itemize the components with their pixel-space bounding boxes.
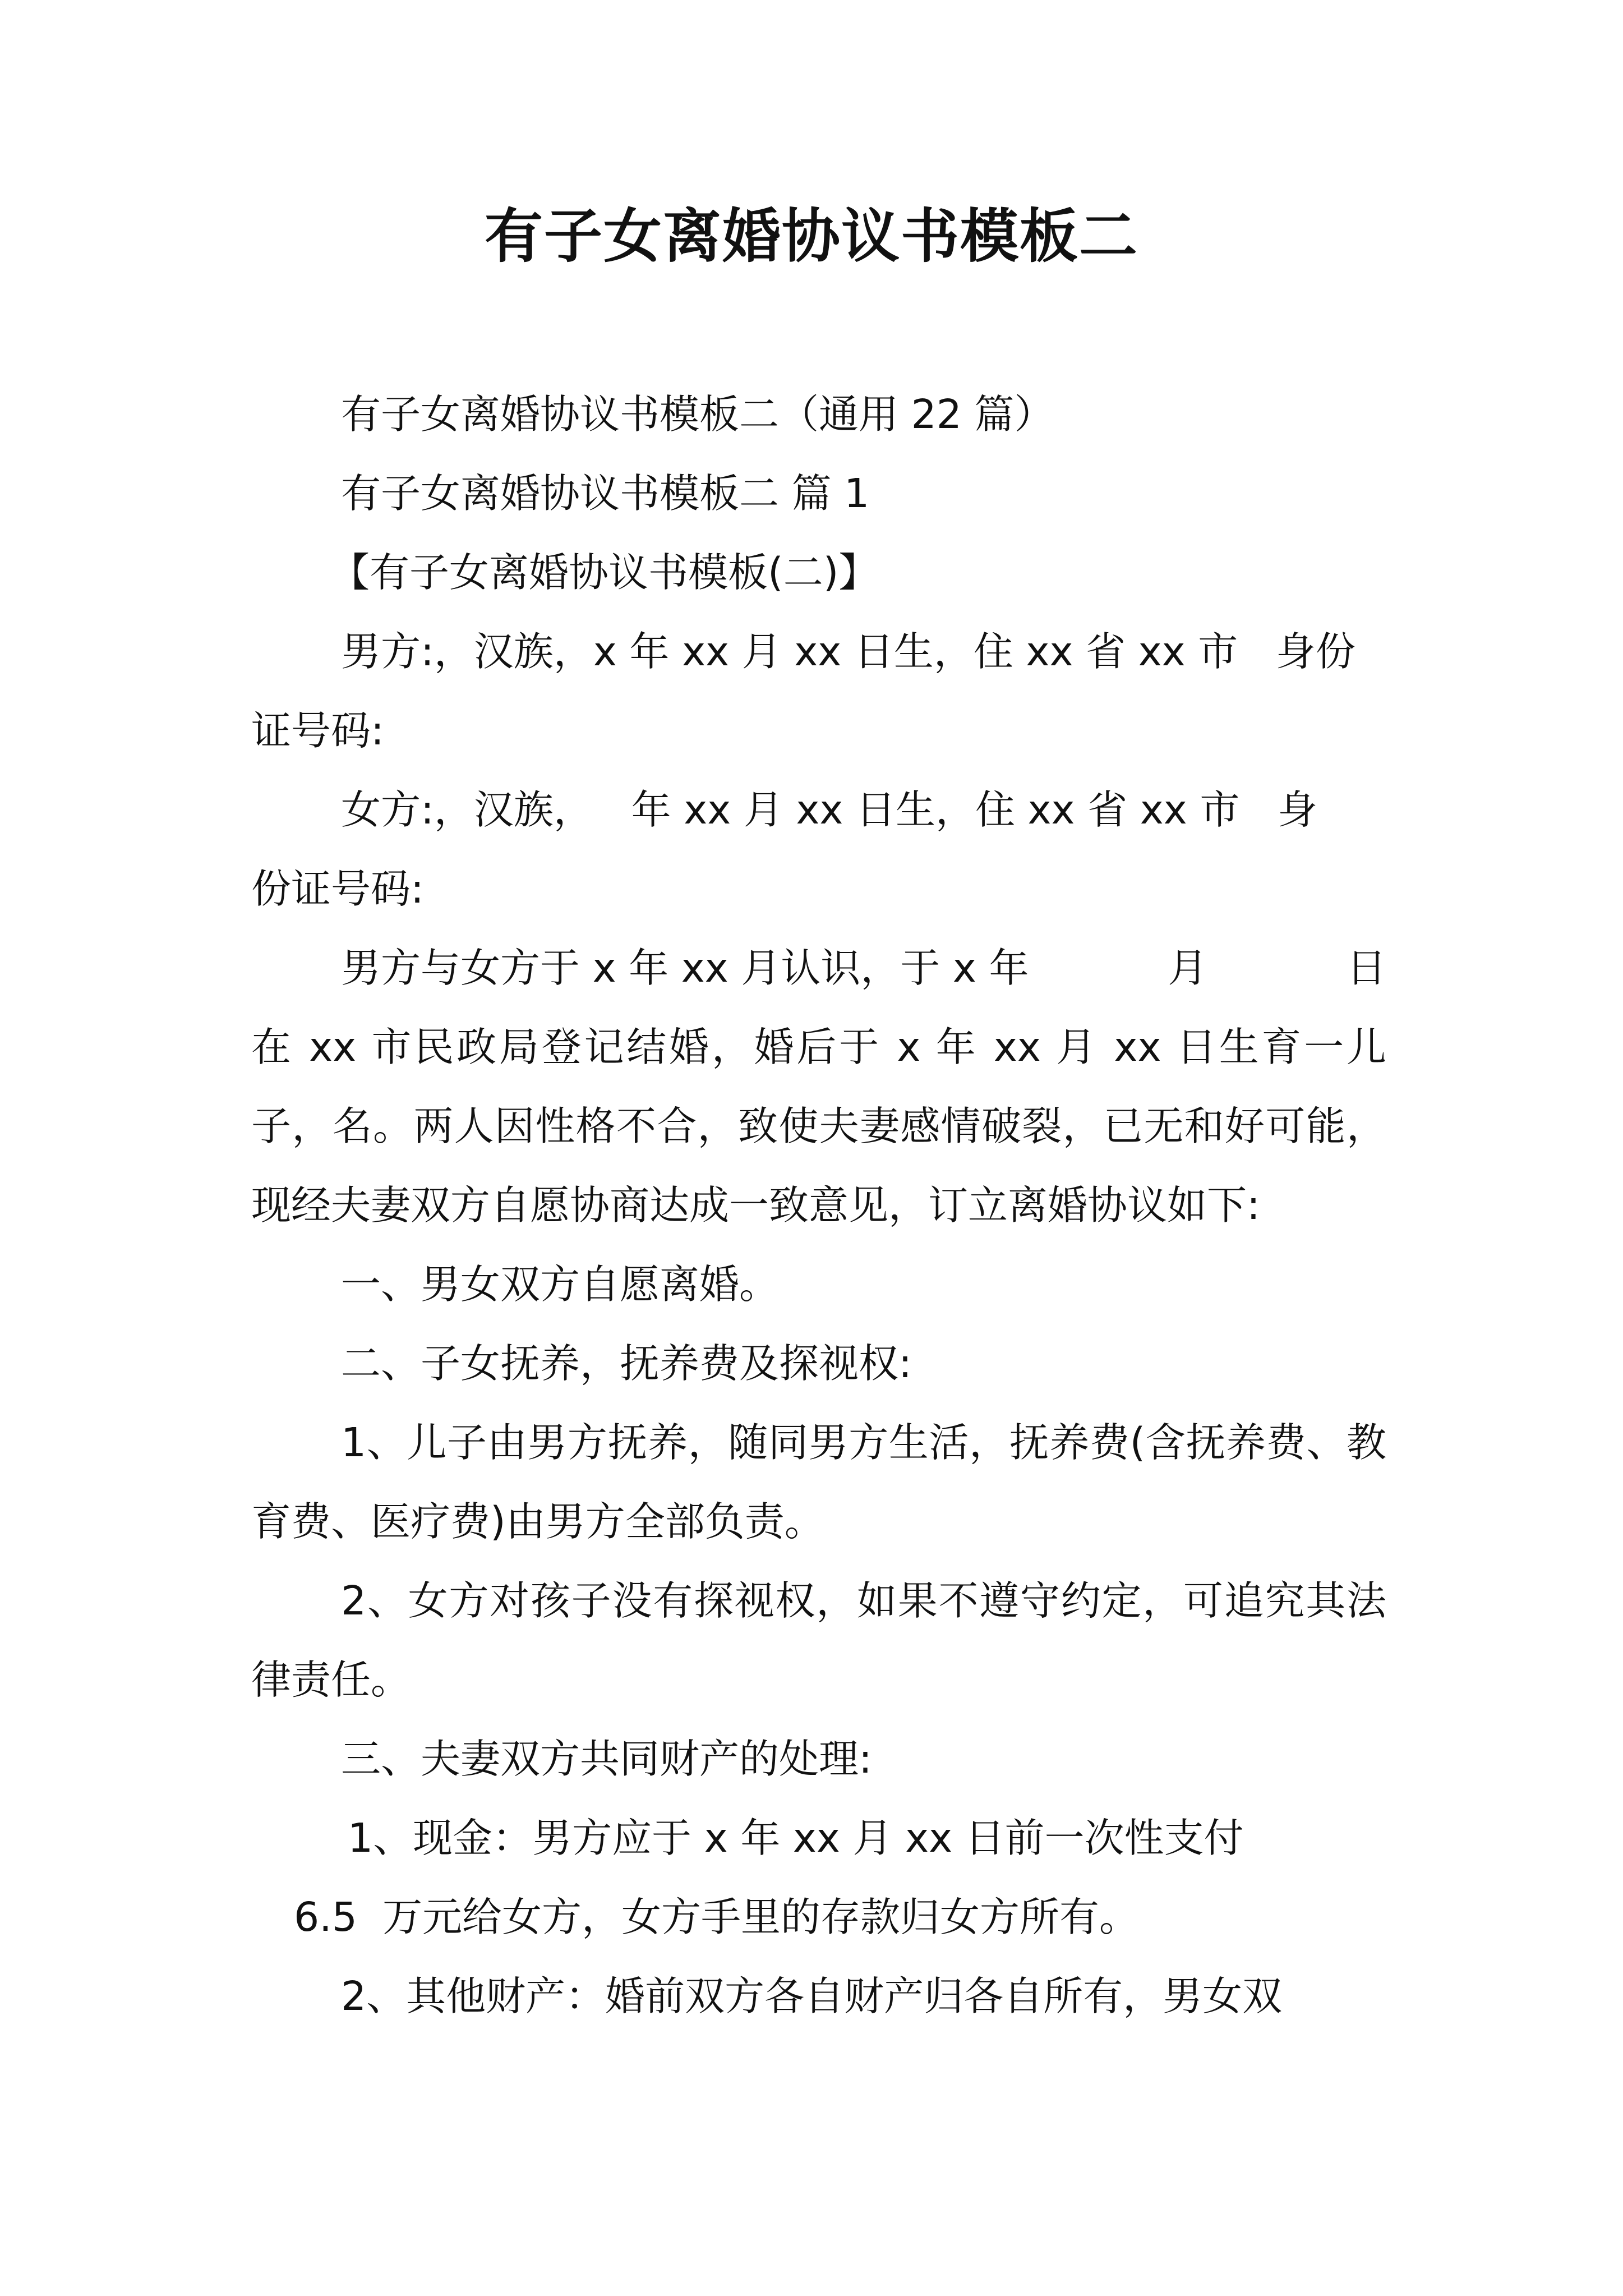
document-subtitle: 有子女离婚协议书模板二（通用 22 篇） (341, 391, 1054, 438)
clause-item: 1、儿子由男方抚养，随同男方生活，抚养费(含抚养费、教育费、医疗费)由男方全部负责。 (251, 1419, 1386, 1545)
document-body (251, 375, 1386, 2036)
clause-item: 一、男女双方自愿离婚。 (341, 1261, 780, 1308)
intro-first-line (251, 928, 1386, 1007)
clause-item: 二、子女抚养，抚养费及探视权: (341, 1340, 912, 1387)
intro-paragraph (251, 928, 1386, 1245)
male-party-line: 证号码: (251, 707, 384, 754)
bracket-heading: 【有子女离婚协议书模板(二)】 (330, 549, 879, 596)
intro-text: 日 (1346, 945, 1386, 991)
male-party-paragraph (251, 612, 1386, 770)
clause-line: 1、现金：男方应于 x 年 xx 月 xx 日前一次性支付 (348, 1815, 1244, 1861)
document-title: 有子女离婚协议书模板二 (484, 201, 1138, 270)
clause-line: 6.5 万元给女方，女方手里的存款归女方所有。 (294, 1894, 1140, 1940)
intro-text: 在 xx 市民政局登记结婚，婚后于 x 年 xx 月 xx 日生育一儿子，名。两人因性格不合，致使夫妻感情破裂，已无和好可能，现经夫妻双方自愿协商达成一致意见，订立离婚协议如下: (251, 1024, 1386, 1228)
intro-text: 男方与女方于 x 年 xx 月认识，于 x 年 (341, 945, 1029, 991)
male-party-line: 男方:，汉族，x 年 xx 月 xx 日生，住 xx 省 xx 市 身份 (341, 628, 1355, 675)
clause-item: 2、女方对孩子没有探视权，如果不遵守约定，可追究其法律责任。 (251, 1577, 1386, 1703)
female-party-paragraph (251, 770, 1386, 928)
clause-item: 2、其他财产：婚前双方各自财产归各自所有，男女双 (341, 1973, 1283, 2019)
clause-item: 三、夫妻双方共同财产的处理: (341, 1736, 872, 1782)
section-heading: 有子女离婚协议书模板二 篇 1 (341, 470, 870, 517)
female-party-line: 女方:，汉族， 年 xx 月 xx 日生，住 xx 省 xx 市 身 (341, 786, 1318, 833)
intro-text: 月 (1168, 945, 1208, 991)
female-party-line: 份证号码: (251, 866, 424, 912)
cash-clause (251, 1798, 1386, 1957)
